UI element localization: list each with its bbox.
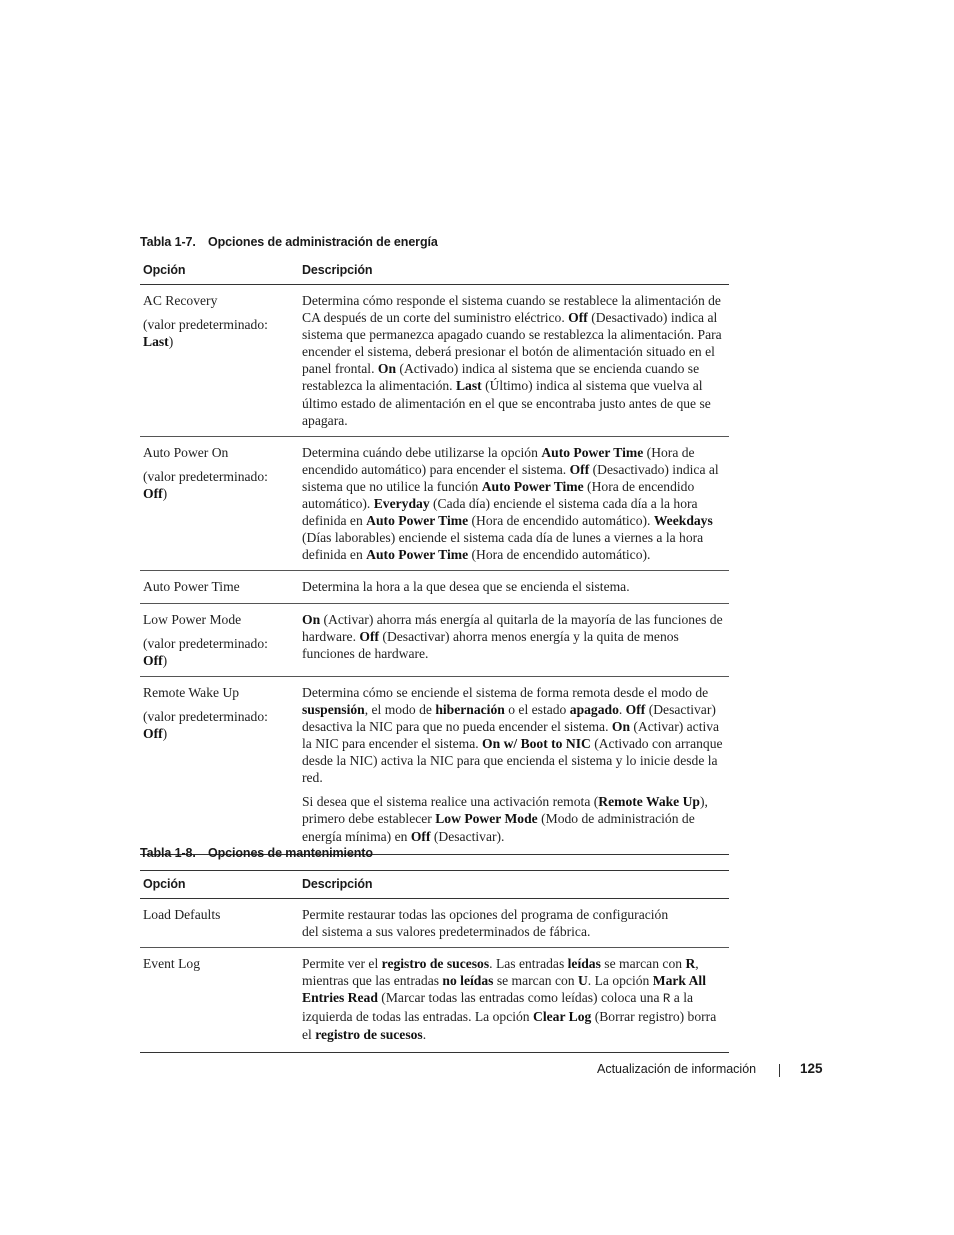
description-note: Si desea que el sistema realice una activación remota (Remote Wake Up), primero debe establecer Low Power Mode (Modo de administración de energía mínima) en Off (Desactivar).: [302, 794, 708, 844]
column-header-option: Opción: [140, 871, 299, 899]
footer-divider: [779, 1064, 780, 1077]
option-cell: [140, 603, 299, 676]
option-cell: [140, 436, 299, 571]
option-cell: [140, 899, 299, 948]
footer-section-title: Actualización de información: [597, 1062, 757, 1076]
maintenance-table: [140, 870, 729, 1053]
description-text: Permite restaurar todas las opciones del programa de configuración del sistema a sus valores predeterminados de fábrica.: [302, 907, 669, 940]
table-1-7-caption: [140, 235, 438, 249]
table-row: [140, 603, 729, 676]
option-name: Load Defaults: [143, 907, 221, 922]
table-number: Tabla 1-8.: [140, 846, 196, 860]
option-name: Auto Power On: [143, 444, 229, 460]
description-cell: [299, 603, 729, 676]
description-cell: [299, 285, 729, 437]
table-header-row: [140, 871, 729, 899]
column-header-option: Opción: [140, 257, 299, 285]
table-title: Opciones de mantenimiento: [208, 846, 373, 860]
table-row: [140, 436, 729, 571]
option-name: Auto Power Time: [143, 579, 240, 595]
table-header-row: [140, 257, 729, 285]
option-name: AC Recovery: [143, 293, 218, 308]
option-cell: [140, 571, 299, 603]
option-cell: [140, 285, 299, 437]
default-value-note: (valor predeterminado: Off): [143, 635, 268, 668]
column-header-description: Descripción: [299, 871, 729, 899]
description-cell: [299, 676, 729, 854]
table-1-8-caption: [140, 846, 373, 860]
description-text: Determina cuándo debe utilizarse la opción Auto Power Time (Hora de encendido automático) para encender el sistema. Off (Desactivado) indica al sistema que no utilice la función Auto Power Time (Hora de encendido automático). Everyday (Cada día) enciende el sistema cada día a la hora definida en Auto Power Time (Hora de encendido automático). Weekdays (Días laborables) enciende el sistema cada día de lunes a viernes a la hora definida en Auto Power Time (Hora de encendido automático).: [302, 444, 719, 563]
description-text: Determina la hora a la que desea que se encienda el sistema.: [302, 579, 630, 595]
option-name: Remote Wake Up: [143, 684, 240, 700]
description-cell: [299, 436, 729, 571]
description-text: Determina cómo responde el sistema cuando se restablece la alimentación de CA después de un corte del suministro eléctrico. Off (Desactivado) indica al sistema que permanezca apagado cuando se restablezca la alimentación. Para encender el sistema, deberá presionar el botón de alimentación situado en el panel frontal. On (Activado) indica al sistema que se encienda cuando se restablezca la alimentación. Last (Último) indica al sistema que vuelva al último estado de alimentación en el que se encontraba justo antes de que se apagara.: [302, 293, 722, 428]
table-row: [140, 676, 729, 854]
table-row: [140, 899, 729, 948]
description-cell: [299, 899, 729, 948]
table-row: [140, 571, 729, 603]
power-management-table: [140, 257, 729, 855]
column-header-description: Descripción: [299, 257, 729, 285]
description-cell: [299, 571, 729, 603]
page-number: 125: [800, 1061, 823, 1076]
option-cell: [140, 948, 299, 1052]
table-row: [140, 285, 729, 437]
table-title: Opciones de administración de energía: [208, 235, 438, 249]
description-text: Determina cómo se enciende el sistema de forma remota desde el modo de suspensión, el modo de hibernación o el estado apagado. Off (Desactivar) desactiva la NIC para que no pueda encender el sistema. On (Activar) activa la NIC para encender el sistema. On w/ Boot to NIC (Activado con arranque desde la NIC) activa la NIC para que encienda el sistema y lo inicie desde la red.: [302, 684, 723, 786]
option-cell: [140, 676, 299, 854]
default-value-note: (valor predeterminado: Last): [143, 317, 268, 350]
default-value-note: (valor predeterminado: Off): [143, 708, 268, 741]
option-name: Event Log: [143, 956, 201, 972]
description-text: On (Activar) ahorra más energía al quitarla de la mayoría de las funciones de hardware. Off (Desactivar) ahorra menos energía y la quita de menos funciones de hardware.: [302, 611, 723, 661]
table-number: Tabla 1-7.: [140, 235, 196, 249]
description-cell: [299, 948, 729, 1052]
option-name: Low Power Mode: [143, 611, 242, 627]
default-value-note: (valor predeterminado: Off): [143, 468, 268, 501]
description-text: Permite ver el registro de sucesos. Las entradas leídas se marcan con R, mientras que las entradas no leídas se marcan con U. La opción Mark All Entries Read (Marcar todas las entradas como leídas) coloca una R a la izquierda de todas las entradas. La opción Clear Log (Borrar registro) borra el registro de sucesos.: [302, 956, 717, 1042]
table-row: [140, 948, 729, 1052]
